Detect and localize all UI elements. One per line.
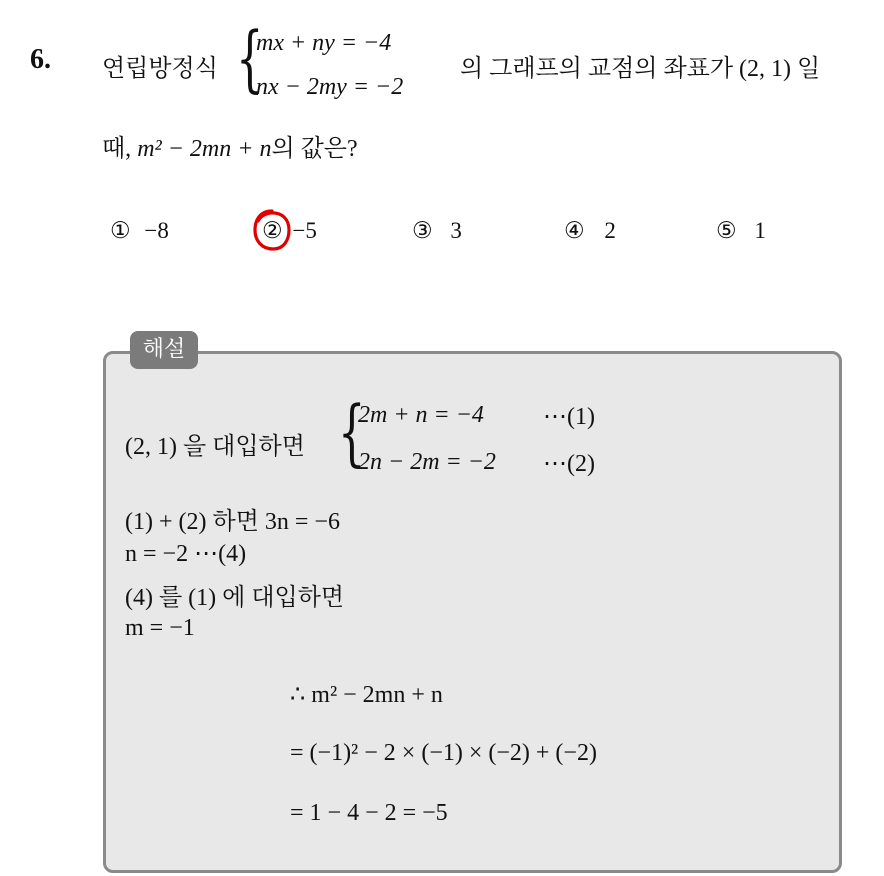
step-1: (1) + (2) 하면 3n = −6: [125, 509, 340, 535]
step-3: (4) 를 (1) 에 대입하면: [125, 585, 345, 611]
choice-value: 3: [450, 218, 462, 243]
system-eq-1: 2m + n = −4: [358, 402, 484, 428]
step-2: n = −2 ⋯(4): [125, 541, 247, 567]
choice-4[interactable]: [564, 218, 616, 244]
question-tail: 의 그래프의 교점의 좌표가 (2, 1) 일: [460, 56, 821, 82]
answer-circle-mark: [252, 208, 292, 252]
brace-icon: {: [236, 16, 264, 100]
line2-suffix: 의 값은?: [271, 136, 358, 162]
choice-value: −8: [144, 218, 169, 243]
subst-text: (2, 1) 을 대입하면: [125, 434, 305, 460]
result-line-2: = (−1)² − 2 × (−1) × (−2) + (−2): [290, 740, 597, 766]
result-line-3: = 1 − 4 − 2 = −5: [290, 800, 448, 826]
question-line2: [102, 128, 358, 163]
question-lead: 연립방정식: [102, 56, 218, 82]
choice-1[interactable]: [110, 218, 169, 244]
choice-value: 2: [604, 218, 616, 243]
choice-3[interactable]: [412, 218, 462, 244]
equation-2: nx − 2my = −2: [256, 74, 404, 100]
solution-tag: 해설: [130, 331, 198, 369]
system-eq-2: 2n − 2m = −2: [358, 449, 496, 475]
choice-mark: ⑤: [716, 218, 737, 243]
choice-mark: ②: [262, 218, 283, 243]
choice-value: −5: [292, 218, 317, 243]
choice-value: 1: [754, 218, 766, 243]
choice-mark: ③: [412, 218, 433, 243]
system-eq-2-ref: ⋯(2): [543, 451, 595, 477]
line2-prefix: 때,: [102, 136, 132, 162]
choice-mark: ④: [564, 218, 585, 243]
result-line-1: ∴ m² − 2mn + n: [290, 682, 443, 708]
choice-mark: ①: [110, 218, 131, 243]
step-4: m = −1: [125, 615, 195, 641]
choice-5[interactable]: [716, 218, 766, 244]
question-number: 6.: [30, 44, 51, 75]
equation-1: mx + ny = −4: [256, 30, 392, 56]
line2-expression: m² − 2mn + n: [137, 136, 272, 162]
brace-icon: {: [338, 390, 366, 474]
system-eq-1-ref: ⋯(1): [543, 404, 595, 430]
